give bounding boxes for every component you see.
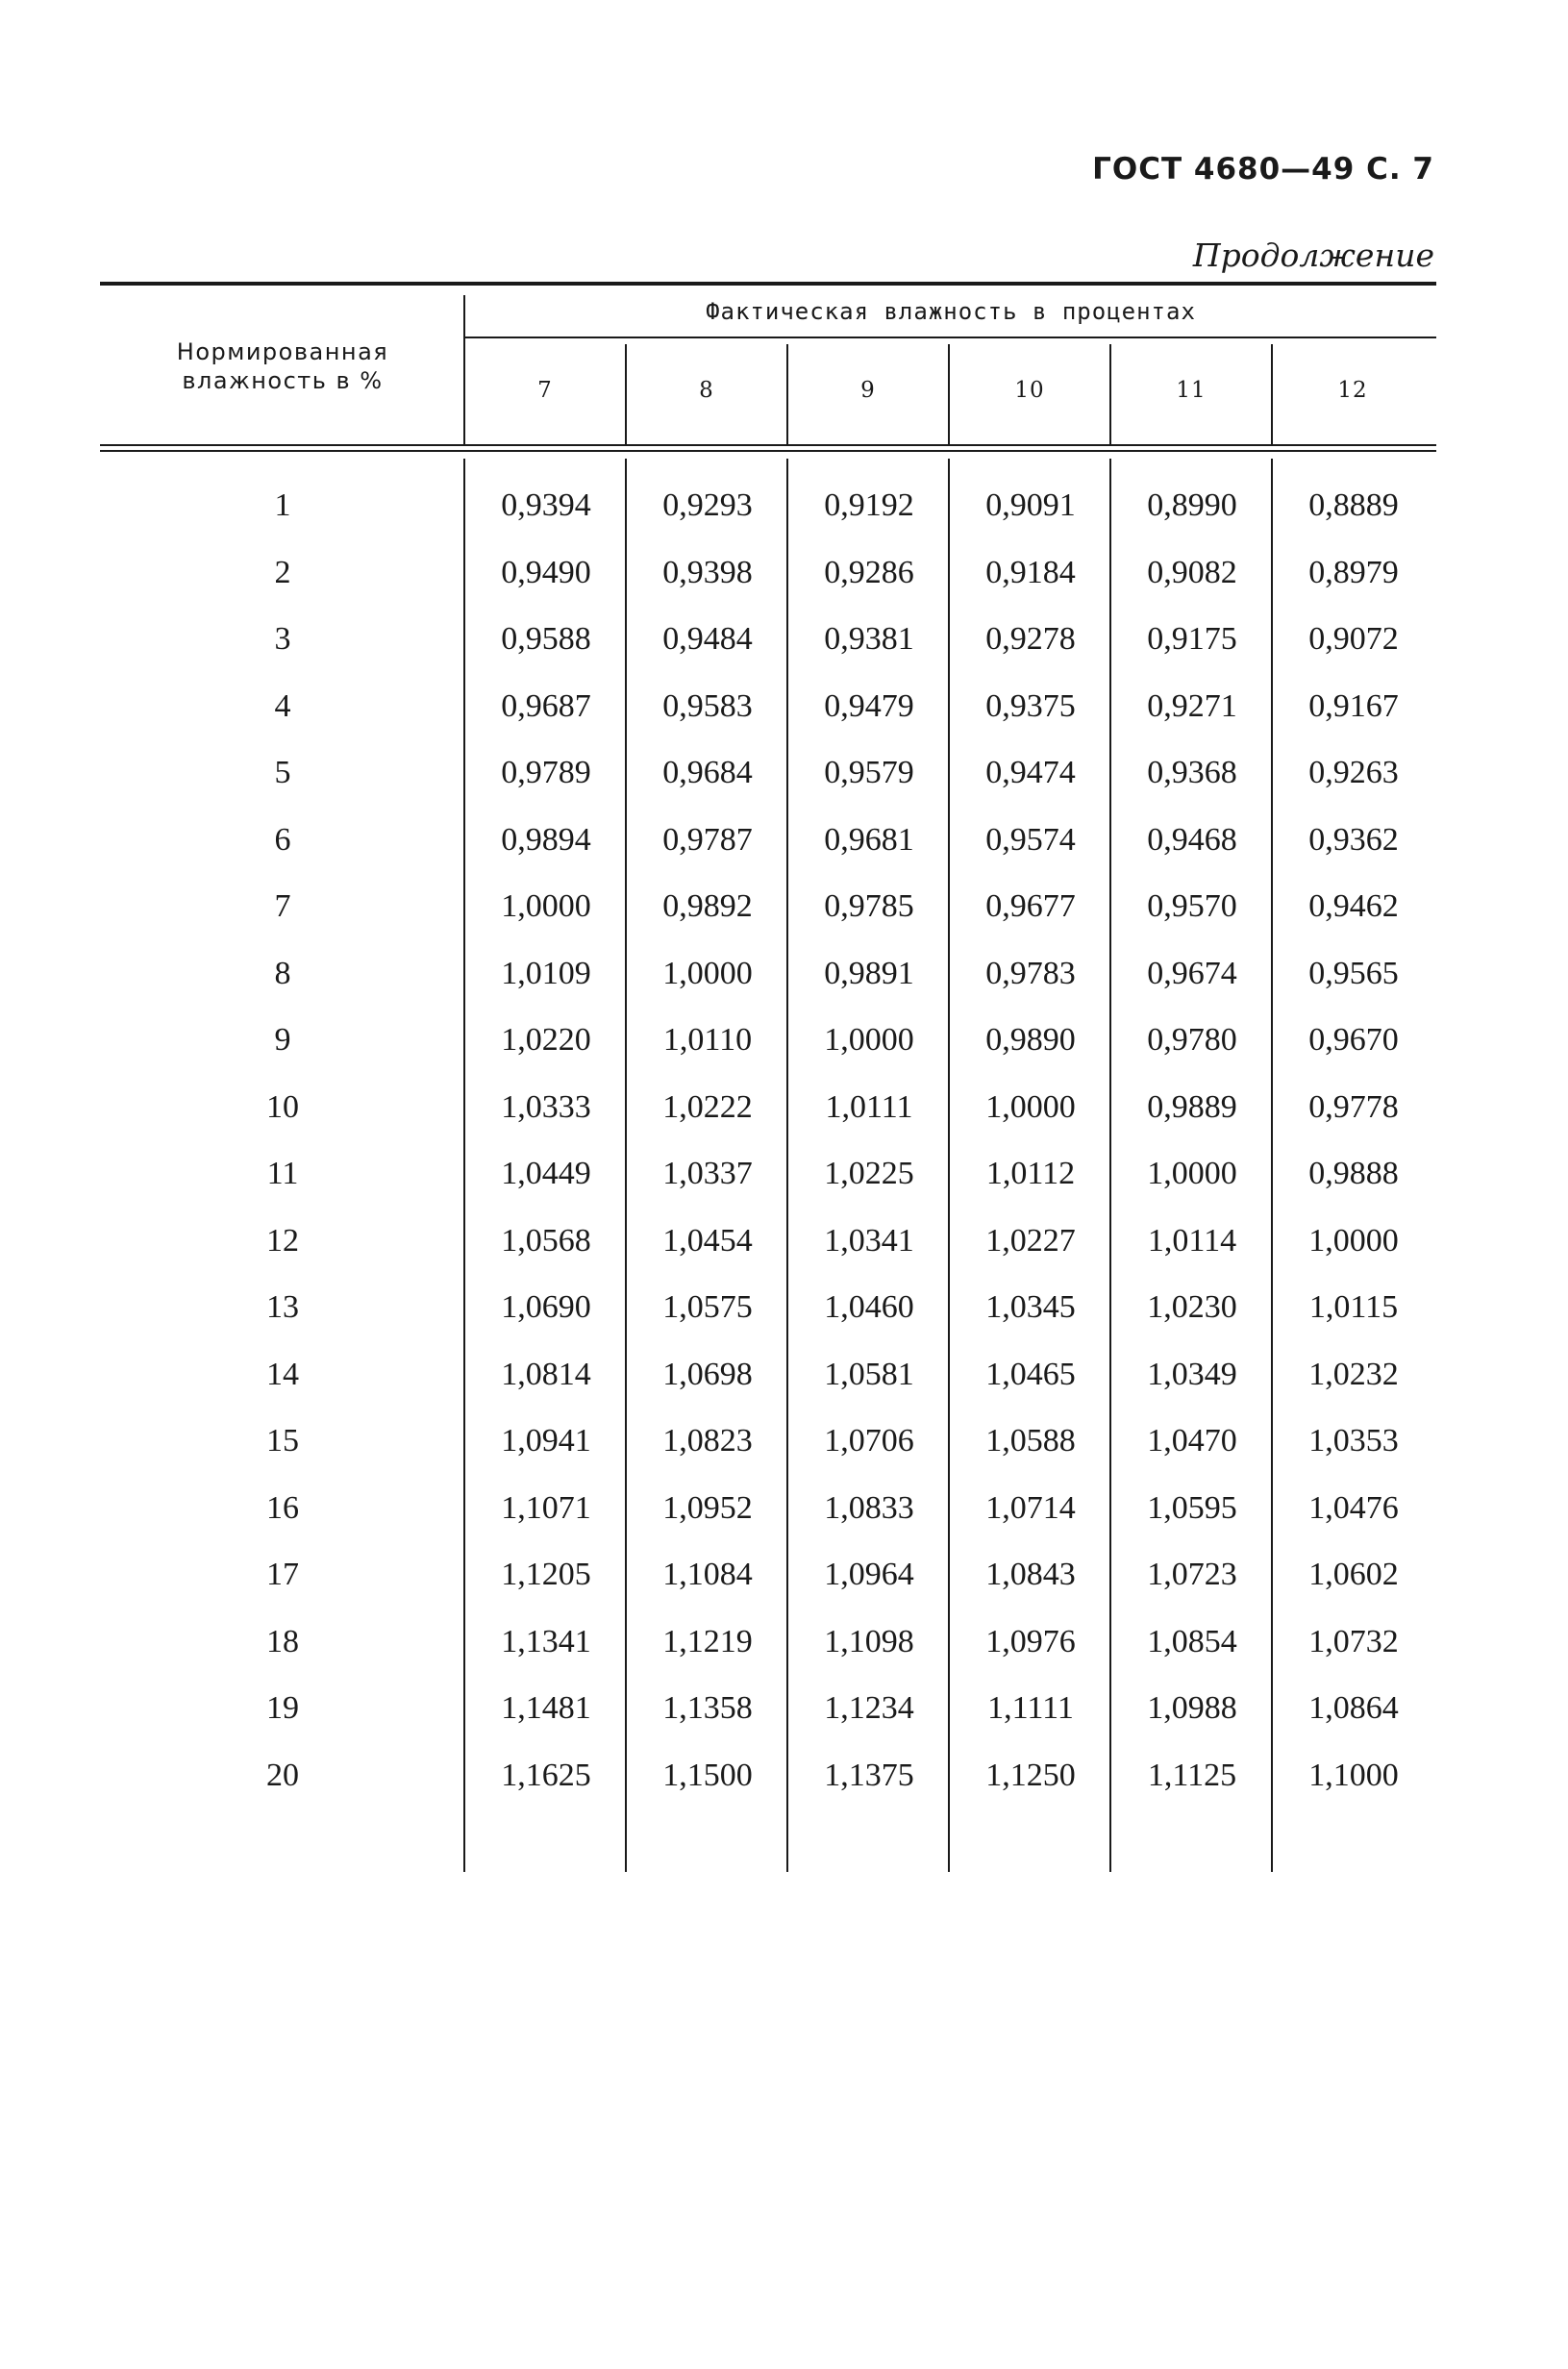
coefficient-cell: 0,9381 [824,621,914,657]
coefficient-cell: 1,1341 [501,1623,591,1659]
coefficient-cell: 0,9278 [985,621,1076,657]
coefficient-cell: 0,9474 [985,755,1076,790]
coefficient-cell: 0,9583 [662,687,753,724]
coefficient-cell: 1,0337 [662,1156,753,1191]
coefficient-cell: 0,9167 [1308,687,1399,724]
coefficient-cell: 1,0941 [501,1423,591,1459]
coefficient-cell: 1,0823 [662,1423,753,1459]
coefficient-cell: 1,0114 [1147,1222,1237,1259]
normalized-moisture-cell: 4 [274,687,291,724]
coefficient-cell: 0,9263 [1308,755,1399,790]
table-top-rule [100,282,1436,286]
coefficient-cell: 0,9375 [985,687,1076,724]
normalized-moisture-cell: 6 [274,821,291,858]
coefficient-cell: 1,0230 [1147,1289,1237,1325]
table-row [100,606,1436,672]
coefficient-cell: 0,9780 [1147,1022,1237,1058]
coefficient-cell: 1,0465 [985,1356,1076,1392]
table-row [100,673,1436,739]
coefficient-cell: 0,9468 [1147,821,1237,858]
coefficient-cell: 0,9082 [1147,554,1237,590]
coefficient-cell: 1,0353 [1308,1423,1399,1459]
normalized-moisture-cell: 2 [274,554,291,590]
column-rule [948,344,950,444]
coefficient-cell: 1,0988 [1147,1690,1237,1726]
column-rule [625,459,627,1872]
coefficient-cell: 0,9778 [1308,1088,1399,1125]
coefficient-cell: 1,0115 [1308,1289,1399,1325]
normalized-moisture-cell: 10 [266,1088,299,1125]
coefficient-cell: 1,0111 [825,1088,913,1125]
table-row [100,807,1436,873]
coefficient-cell: 1,0698 [662,1356,753,1392]
normalized-moisture-cell: 14 [266,1356,299,1392]
normalized-moisture-cell: 18 [266,1623,299,1659]
coefficient-cell: 0,8889 [1308,487,1399,523]
header-bottom-rule [100,444,1436,446]
page-title: ГОСТ 4680—49 С. 7 [1092,152,1434,187]
table-row [100,1742,1436,1808]
coefficient-cell: 0,9670 [1308,1022,1399,1058]
coefficient-cell: 1,1125 [1147,1757,1237,1793]
table-row [100,739,1436,806]
coefficient-cell: 1,0000 [1147,1156,1237,1191]
coefficient-cell: 0,9484 [662,621,753,657]
column-rule [463,295,465,444]
coefficient-cell: 1,0232 [1308,1356,1399,1392]
coefficient-cell: 1,0227 [985,1222,1076,1259]
coefficient-cell: 1,0225 [824,1156,914,1191]
coefficient-cell: 0,9783 [985,955,1076,991]
coefficient-cell: 0,9574 [985,821,1076,858]
coefficient-cell: 1,0588 [985,1423,1076,1459]
coefficient-cell: 1,0706 [824,1423,914,1459]
coefficient-cell: 0,9891 [824,955,914,991]
coefficient-cell: 1,1084 [662,1557,753,1592]
coefficient-cell: 0,9890 [985,1022,1076,1058]
coefficient-cell: 1,0460 [824,1289,914,1325]
coefficient-cell: 0,9888 [1308,1156,1399,1191]
table-row [100,1140,1436,1207]
coefficient-cell: 1,0000 [824,1022,914,1058]
column-header: 12 [1337,378,1368,403]
coefficient-cell: 0,9368 [1147,755,1237,790]
coefficient-cell: 1,0345 [985,1289,1076,1325]
coefficient-cell: 1,0833 [824,1489,914,1526]
coefficient-cell: 1,0000 [1308,1222,1399,1259]
coefficient-cell: 1,0000 [985,1088,1076,1125]
table-row [100,1074,1436,1140]
coefficient-cell: 1,0349 [1147,1356,1237,1392]
coefficient-cell: 1,0814 [501,1356,591,1392]
normalized-moisture-cell: 15 [266,1423,299,1459]
coefficient-cell: 1,0864 [1308,1690,1399,1726]
coefficient-cell: 0,9362 [1308,821,1399,858]
coefficient-cell: 1,0333 [501,1088,591,1125]
normalized-moisture-cell: 13 [266,1289,299,1325]
table-row [100,1208,1436,1274]
coefficient-cell: 1,1111 [987,1690,1074,1726]
coefficient-cell: 1,0341 [824,1222,914,1259]
column-rule [786,344,788,444]
column-rule [1109,344,1111,444]
coefficient-cell: 0,9892 [662,888,753,924]
coefficient-cell: 1,1358 [662,1690,753,1726]
normalized-moisture-cell: 17 [266,1557,299,1592]
coefficient-cell: 1,1250 [985,1757,1076,1793]
coefficient-cell: 1,0732 [1308,1623,1399,1659]
coefficient-cell: 0,9677 [985,888,1076,924]
row-header-line: влажность в % [182,367,384,394]
table-row [100,1608,1436,1675]
coefficient-cell: 0,9192 [824,487,914,523]
coefficient-cell: 1,0222 [662,1088,753,1125]
coefficient-cell: 1,0690 [501,1289,591,1325]
coefficient-cell: 1,1500 [662,1757,753,1793]
coefficient-cell: 0,9889 [1147,1088,1237,1125]
coefficient-cell: 1,1205 [501,1557,591,1592]
column-rule [625,344,627,444]
column-group-header: Фактическая влажность в процентах [706,298,1196,325]
coefficient-cell: 0,9674 [1147,955,1237,991]
table-row [100,1675,1436,1741]
coefficient-cell: 1,0964 [824,1557,914,1592]
coefficient-cell: 0,9293 [662,487,753,523]
coefficient-cell: 0,9490 [501,554,591,590]
coefficient-cell: 0,9462 [1308,888,1399,924]
table-row [100,1408,1436,1474]
coefficient-cell: 1,0843 [985,1557,1076,1592]
column-rule [948,459,950,1872]
coefficient-cell: 1,0714 [985,1489,1076,1526]
coefficient-cell: 0,9394 [501,487,591,523]
coefficient-cell: 1,0000 [501,888,591,924]
coefficient-cell: 1,0109 [501,955,591,991]
coefficient-cell: 1,0952 [662,1489,753,1526]
column-rule [786,459,788,1872]
coefficient-cell: 0,9286 [824,554,914,590]
coefficient-cell: 0,8990 [1147,487,1237,523]
coefficient-cell: 1,1625 [501,1757,591,1793]
coefficient-cell: 1,0602 [1308,1557,1399,1592]
column-rule [1109,459,1111,1872]
normalized-moisture-cell: 20 [266,1757,299,1793]
coefficient-cell: 1,0454 [662,1222,753,1259]
coefficient-cell: 1,0110 [662,1022,753,1058]
table-row [100,1007,1436,1073]
coefficient-cell: 0,9681 [824,821,914,858]
column-header: 11 [1176,378,1207,403]
coefficient-cell: 0,9785 [824,888,914,924]
table-row [100,472,1436,538]
table-row [100,1274,1436,1340]
coefficient-cell: 0,9570 [1147,888,1237,924]
coefficient-cell: 0,9787 [662,821,753,858]
coefficient-cell: 0,9789 [501,755,591,790]
normalized-moisture-cell: 5 [274,755,291,790]
coefficient-cell: 1,1375 [824,1757,914,1793]
table-row [100,873,1436,939]
coefficient-cell: 0,9175 [1147,621,1237,657]
table-row [100,539,1436,606]
normalized-moisture-cell: 12 [266,1222,299,1259]
coefficient-cell: 0,9184 [985,554,1076,590]
coefficient-cell: 1,0449 [501,1156,591,1191]
normalized-moisture-cell: 9 [274,1022,291,1058]
coefficient-cell: 0,9894 [501,821,591,858]
normalized-moisture-cell: 16 [266,1489,299,1526]
table-row [100,940,1436,1007]
row-header [100,337,465,395]
coefficient-cell: 1,0220 [501,1022,591,1058]
coefficient-cell: 0,9684 [662,755,753,790]
coefficient-cell: 1,1481 [501,1690,591,1726]
table-row [100,1475,1436,1541]
continuation-label: Продолжение [1192,237,1434,274]
normalized-moisture-cell: 1 [274,487,291,523]
group-header-rule [465,337,1436,338]
column-header: 8 [699,378,714,403]
coefficient-cell: 1,0723 [1147,1557,1237,1592]
column-rule [1271,344,1273,444]
column-rule [1271,459,1273,1872]
coefficient-cell: 0,9479 [824,687,914,724]
table-row [100,1341,1436,1408]
coefficient-cell: 1,0476 [1308,1489,1399,1526]
column-header: 9 [860,378,876,403]
coefficient-cell: 1,0568 [501,1222,591,1259]
coefficient-cell: 1,0112 [985,1156,1076,1191]
coefficient-cell: 0,8979 [1308,554,1399,590]
coefficient-cell: 0,9398 [662,554,753,590]
coefficient-cell: 1,0581 [824,1356,914,1392]
coefficient-cell: 1,1071 [501,1489,591,1526]
table-row [100,1541,1436,1608]
normalized-moisture-cell: 8 [274,955,291,991]
column-rule [463,459,465,1872]
coefficient-cell: 1,0470 [1147,1423,1237,1459]
coefficient-cell: 1,0575 [662,1289,753,1325]
coefficient-cell: 1,0000 [662,955,753,991]
header-bottom-rule-second [100,450,1436,452]
coefficient-cell: 0,9271 [1147,687,1237,724]
coefficient-cell: 1,1219 [662,1623,753,1659]
row-header-line: Нормированная [176,338,389,365]
coefficient-cell: 0,9072 [1308,621,1399,657]
normalized-moisture-cell: 7 [274,888,291,924]
coefficient-cell: 0,9091 [985,487,1076,523]
coefficient-cell: 1,0854 [1147,1623,1237,1659]
coefficient-cell: 1,0595 [1147,1489,1237,1526]
coefficient-cell: 0,9579 [824,755,914,790]
normalized-moisture-cell: 19 [266,1690,299,1726]
coefficient-cell: 0,9565 [1308,955,1399,991]
coefficient-cell: 1,1000 [1308,1757,1399,1793]
column-header: 7 [537,378,553,403]
coefficient-cell: 0,9687 [501,687,591,724]
column-header: 10 [1014,378,1045,403]
coefficient-cell: 1,1098 [824,1623,914,1659]
normalized-moisture-cell: 11 [266,1156,299,1191]
coefficient-cell: 1,0976 [985,1623,1076,1659]
coefficient-cell: 0,9588 [501,621,591,657]
coefficient-cell: 1,1234 [824,1690,914,1726]
normalized-moisture-cell: 3 [274,621,291,657]
